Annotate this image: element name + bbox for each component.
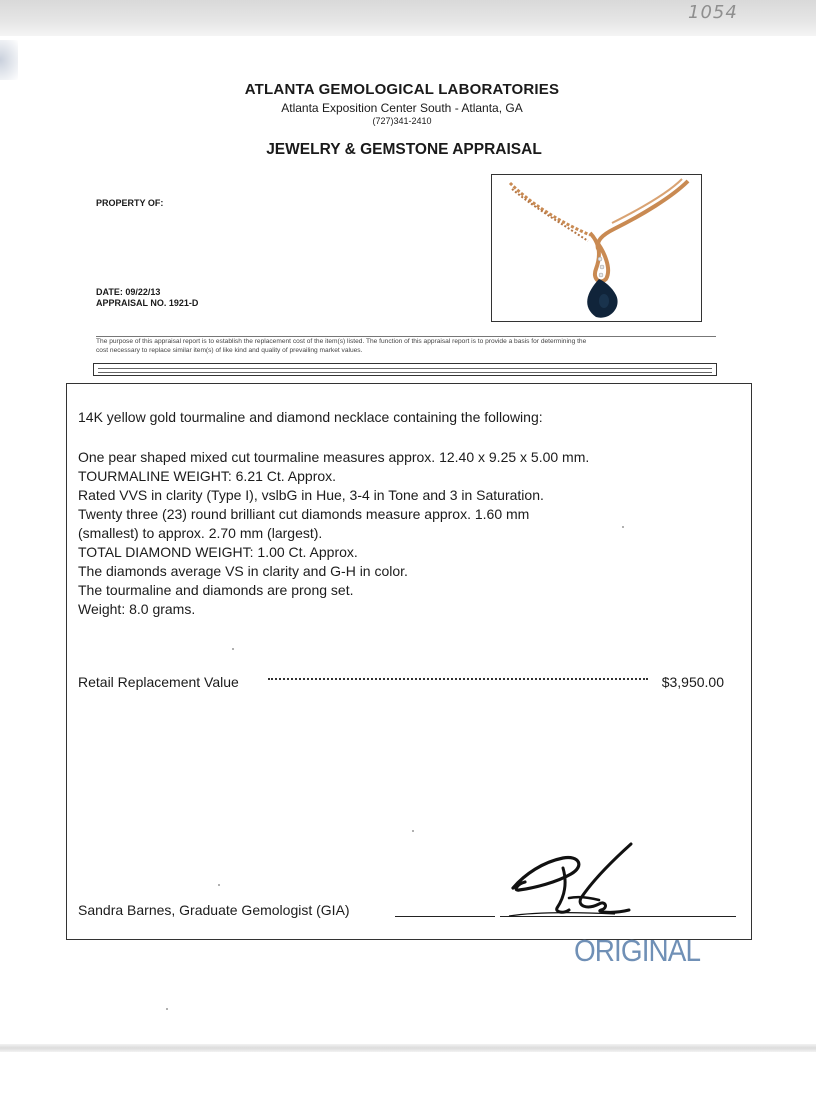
appraisal-number: APPRAISAL NO. 1921-D [96, 298, 199, 308]
lab-phone: (727)341-2410 [372, 116, 432, 126]
retail-value-amount: $3,950.00 [659, 674, 724, 690]
description-line: TOTAL DIAMOND WEIGHT: 1.00 Ct. Approx. [78, 544, 358, 560]
scan-smudge [0, 40, 18, 80]
scan-speck [218, 884, 220, 886]
property-of-label: PROPERTY OF: [96, 198, 164, 208]
appraisal-description-box [66, 383, 752, 940]
signer-name: Sandra Barnes, Graduate Gemologist (GIA) [78, 902, 350, 918]
description-line: (smallest) to approx. 2.70 mm (largest). [78, 525, 323, 541]
necklace-photo [491, 174, 702, 322]
necklace-photo-icon [492, 175, 701, 321]
document-title: JEWELRY & GEMSTONE APPRAISAL [266, 141, 542, 158]
description-line: Weight: 8.0 grams. [78, 601, 196, 617]
description-line: Twenty three (23) round brilliant cut diamonds measure approx. 1.60 mm [78, 506, 530, 522]
description-line: TOURMALINE WEIGHT: 6.21 Ct. Approx. [78, 468, 337, 484]
lab-name: ATLANTA GEMOLOGICAL LABORATORIES [244, 81, 560, 98]
description-line: The tourmaline and diamonds are prong set. [78, 582, 354, 598]
purpose-disclaimer [96, 336, 716, 355]
lab-address: Atlanta Exposition Center South - Atlanta, GA [281, 101, 523, 115]
scan-speck [166, 1008, 168, 1010]
retail-value-label: Retail Replacement Value [78, 674, 242, 690]
handwritten-page-number: 1054 [688, 2, 738, 23]
original-stamp: ORIGINAL [574, 933, 701, 968]
disclaimer-line: The purpose of this appraisal report is to establish the replacement cost of the item(s) listed. The function of this appraisal report is to provide a basis for determining the [96, 338, 587, 345]
retail-replacement-value-row [78, 674, 724, 694]
scan-speck [412, 830, 414, 832]
header-divider-strip [93, 363, 717, 376]
handwritten-signature [505, 838, 645, 922]
description-line: The diamonds average VS in clarity and G-H in color. [78, 563, 408, 579]
scan-speck [232, 648, 234, 650]
description-line: One pear shaped mixed cut tourmaline measures approx. 12.40 x 9.25 x 5.00 mm. [78, 449, 590, 465]
scan-speck [622, 526, 624, 528]
dot-leader [268, 678, 648, 680]
signature-line [395, 916, 495, 917]
item-summary: 14K yellow gold tourmaline and diamond necklace containing the following: [78, 409, 543, 425]
disclaimer-line: cost necessary to replace similar item(s) of like kind and quality of prevailing market values. [96, 346, 363, 354]
appraisal-date: DATE: 09/22/13 [96, 287, 161, 297]
scan-shadow-bottom [0, 1044, 816, 1052]
description-line: Rated VVS in clarity (Type I), vslbG in Hue, 3-4 in Tone and 3 in Saturation. [78, 487, 544, 503]
